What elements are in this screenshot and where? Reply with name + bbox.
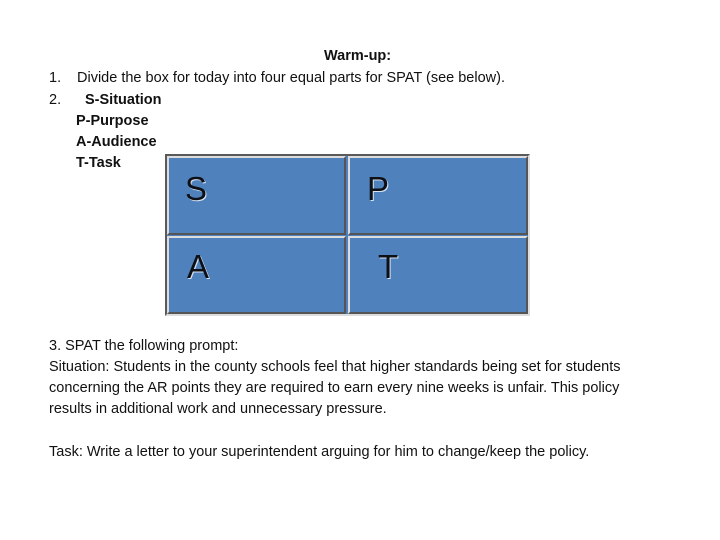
quadrant-letter-p: P [367,170,390,207]
quadrant-audience [167,236,346,314]
situation-paragraph: Situation: Students in the county schools feel that higher standards being set for students concerning the AR points they are required to earn every nine weeks is unfair. This policy results in additional work and unnecessary pressure. [49,359,621,417]
list-number-2: 2. [49,92,62,108]
quadrant-letter-s: S [185,170,208,207]
spat-box [165,154,530,316]
task-paragraph: Task: Write a letter to your superintendent arguing for him to change/keep the policy. [49,444,590,460]
spat-term-situation: S-Situation [85,92,162,108]
spat-term-purpose: P-Purpose [76,113,149,129]
quadrant-task [348,236,528,314]
quadrant-letter-t: T [378,248,399,285]
quadrant-purpose [348,156,528,235]
quadrant-situation [167,156,346,235]
quadrant-letter-a: A [187,248,210,285]
warmup-heading: Warm-up: [324,48,392,64]
list-number-1: 1. [49,70,62,86]
spat-term-audience: A-Audience [76,134,157,150]
prompt-heading: 3. SPAT the following prompt: [49,338,239,354]
spat-term-task: T-Task [76,155,121,171]
list-item-1-text: Divide the box for today into four equal parts for SPAT (see below). [77,70,505,86]
